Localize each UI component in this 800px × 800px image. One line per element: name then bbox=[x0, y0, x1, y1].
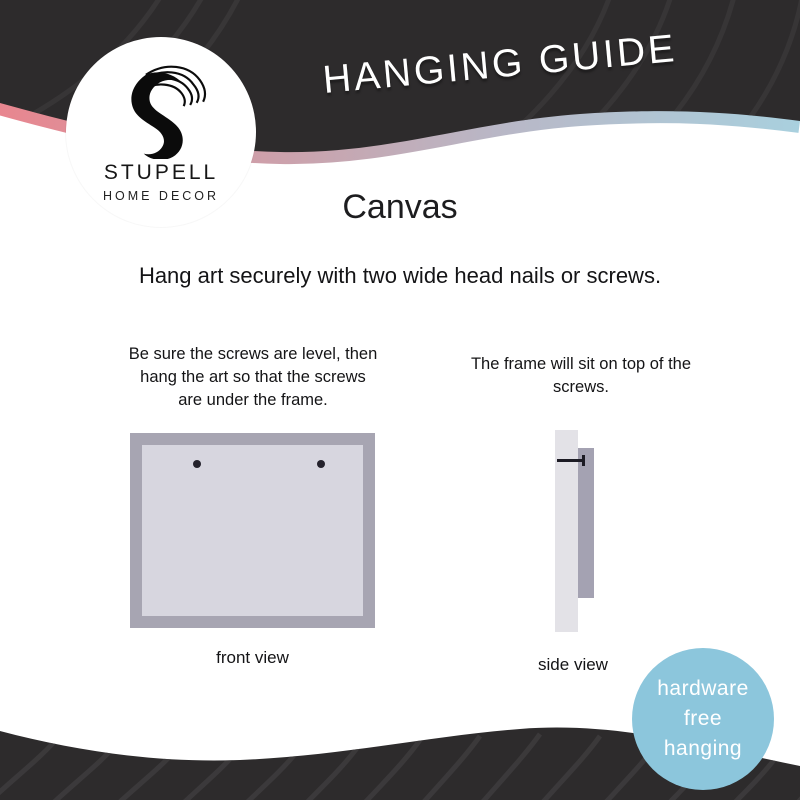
nail-icon bbox=[557, 459, 584, 462]
badge-line-2: free bbox=[683, 707, 723, 731]
brand-name: STUPELL bbox=[103, 161, 219, 184]
badge-line-3: hanging bbox=[663, 736, 743, 760]
front-view-caption: front view bbox=[216, 648, 289, 667]
stupell-swoosh-icon bbox=[105, 51, 217, 159]
instruction-text: Hang art securely with two wide head nails or screws. bbox=[138, 263, 662, 288]
side-view-caption: side view bbox=[538, 655, 608, 674]
product-type-title: Canvas bbox=[342, 188, 458, 226]
side-view-frame-panel bbox=[578, 448, 594, 598]
screw-dot-left bbox=[193, 460, 201, 468]
front-view-diagram bbox=[130, 433, 375, 628]
brand-tagline: HOME DECOR bbox=[102, 189, 220, 203]
side-view-note: The frame will sit on top of the screws. bbox=[470, 355, 692, 396]
badge-line-1: hardware bbox=[657, 677, 749, 701]
front-view-note: Be sure the screws are level, then hang the art so that the screws are under the frame. bbox=[128, 345, 378, 409]
brand-logo bbox=[66, 37, 256, 227]
hardware-free-badge bbox=[632, 648, 774, 790]
screw-dot-right bbox=[317, 460, 325, 468]
nail-head-icon bbox=[582, 455, 585, 466]
page-title: HANGING GUIDE bbox=[321, 26, 679, 103]
